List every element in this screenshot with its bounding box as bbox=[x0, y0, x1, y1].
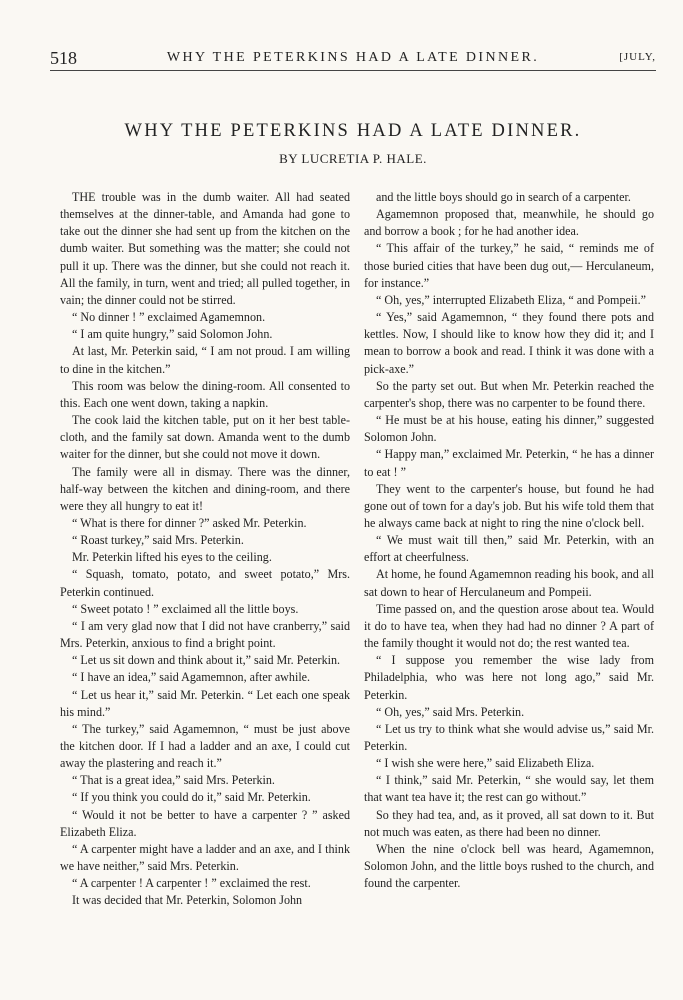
paragraph: “ Oh, yes,” said Mrs. Peterkin. bbox=[376, 704, 525, 719]
paragraph: So the party set out. But when Mr. Peterkin reached the carpenter's shop, there was no carpenter to be found there. bbox=[364, 378, 654, 410]
paragraph: “ If you think you could do it,” said Mr. Peterkin. bbox=[72, 790, 311, 805]
paragraph: Time passed on, and the question arose about tea. Would it do to have tea, when they had had no dinner ? A part of the family thought it would not do; the rest wanted tea. bbox=[364, 601, 654, 651]
paragraph: When the nine o'clock bell was heard, Agamemnon, Solomon John, and the little boys rushed to the church, and found the carpenter. bbox=[364, 841, 654, 891]
paragraph: “ Oh, yes,” interrupted Elizabeth Eliza, “ and Pompeii.” bbox=[376, 292, 646, 307]
article-byline: BY LUCRETIA P. HALE. bbox=[279, 151, 427, 166]
paragraph: It was decided that Mr. Peterkin, Solomon John bbox=[72, 893, 303, 908]
paragraph: “ I suppose you remember the wise lady from Philadelphia, who was here not long ago,” said Mr. Peterkin. bbox=[364, 653, 654, 702]
right-column bbox=[364, 189, 654, 892]
paragraph: “ Let us hear it,” said Mr. Peterkin. “ Let each one speak his mind.” bbox=[60, 687, 350, 719]
paragraph: At home, he found Agamemnon reading his book, and all sat down to hear of Herculaneum and Pompeii. bbox=[364, 567, 654, 599]
paragraph: “ He must be at his house, eating his dinner,” suggested Solomon John. bbox=[364, 413, 654, 445]
paragraph: “ Let us try to think what she would advise us,” said Mr. Peterkin. bbox=[364, 721, 654, 753]
paragraph: “ This affair of the turkey,” he said, “ reminds me of those buried cities that have been dug out,— Herculaneum, for instance.” bbox=[364, 241, 654, 290]
running-title: WHY THE PETERKINS HAD A LATE DINNER. bbox=[166, 50, 540, 65]
paragraph: Mr. Peterkin lifted his eyes to the ceiling. bbox=[72, 550, 272, 565]
paragraph: “ Yes,” said Agamemnon, “ they found there pots and kettles. Now, I should like to know how they did it; and I mean to borrow a book and read. I think it was done with a pick-axe.” bbox=[364, 310, 654, 376]
paragraph: “ A carpenter might have a ladder and an axe, and I think we have neither,” said Mrs. Peterkin. bbox=[60, 841, 350, 874]
paragraph: “ I am very glad now that I did not have cranberry,” said Mrs. Peterkin, anxious to find a bright point. bbox=[60, 618, 350, 651]
paragraph: “ That is a great idea,” said Mrs. Peterkin. bbox=[72, 773, 275, 788]
paragraph: “ The turkey,” said Agamemnon, “ must be just above the kitchen door. If I had a ladder and an axe, I could cut away the plastering and reach it.” bbox=[60, 721, 350, 771]
paragraph: “ Sweet potato ! ” exclaimed all the little boys. bbox=[72, 601, 299, 616]
running-head bbox=[50, 40, 656, 71]
paragraph: The family were all in dismay. There was the dinner, half-way between the kitchen and dining-room, and there were they all hungry to eat it! bbox=[60, 464, 350, 513]
running-month: [JULY, bbox=[619, 51, 656, 63]
paragraph: THE trouble was in the dumb waiter. All had seated themselves at the dinner-table, and Amanda had gone to take out the dinner she had sent up from the kitchen on the dumb waiter. But something was the matter; she could not pull it up. There was the dinner, but she could not reach it. All the family, in turn, went and tried; all pulled together, in vain; the dinner could not be stirred. bbox=[60, 190, 350, 307]
paragraph: “ I am quite hungry,” said Solomon John. bbox=[72, 327, 273, 342]
paragraph: At last, Mr. Peterkin said, “ I am not proud. I am willing to dine in the kitchen.” bbox=[60, 344, 350, 376]
paragraph: This room was below the dining-room. All consented to this. Each one went down, taking a napkin. bbox=[60, 378, 350, 410]
paragraph: “ Roast turkey,” said Mrs. Peterkin. bbox=[72, 533, 244, 548]
paragraph: “ Happy man,” exclaimed Mr. Peterkin, “ he has a dinner to eat ! ” bbox=[364, 447, 654, 479]
page-number: 518 bbox=[50, 48, 77, 68]
paragraph: “ We must wait till then,” said Mr. Peterkin, with an effort at cheerfulness. bbox=[364, 533, 654, 565]
paragraph: Agamemnon proposed that, meanwhile, he should go and borrow a book ; for he had another idea. bbox=[364, 207, 654, 239]
paragraph: “ Would it not be better to have a carpenter ? ” asked Elizabeth Eliza. bbox=[60, 807, 350, 839]
paragraph: “ Squash, tomato, potato, and sweet potato,” Mrs. Peterkin continued. bbox=[60, 567, 350, 599]
paragraph: “ I think,” said Mr. Peterkin, “ she would say, let them that want tea have it; the rest can go without.” bbox=[364, 773, 654, 805]
article-title: WHY THE PETERKINS HAD A LATE DINNER. bbox=[124, 121, 582, 141]
paragraph: They went to the carpenter's house, but found he had gone out of town for a day's job. But his wife told them that he always came back at night to ring the nine o'clock bell. bbox=[364, 481, 654, 530]
paragraph: “ I have an idea,” said Agamemnon, after awhile. bbox=[72, 670, 311, 685]
left-column bbox=[60, 189, 350, 910]
paragraph: So they had tea, and, as it proved, all sat down to it. But not much was eaten, as there had been no dinner. bbox=[364, 807, 654, 839]
paragraph: “ Let us sit down and think about it,” said Mr. Peterkin. bbox=[72, 653, 341, 668]
paragraph: The cook laid the kitchen table, put on it her best table-cloth, and the family sat down. Amanda went to the dumb waiter for the dinner, but she could not move it down. bbox=[60, 413, 350, 462]
paragraph: “ I wish she were here,” said Elizabeth Eliza. bbox=[376, 756, 595, 771]
paragraph: and the little boys should go in search of a carpenter. bbox=[376, 190, 631, 204]
paragraph: “ What is there for dinner ?” asked Mr. Peterkin. bbox=[72, 515, 307, 530]
paragraph: “ No dinner ! ” exclaimed Agamemnon. bbox=[72, 310, 266, 325]
paragraph: “ A carpenter ! A carpenter ! ” exclaimed the rest. bbox=[72, 876, 311, 891]
